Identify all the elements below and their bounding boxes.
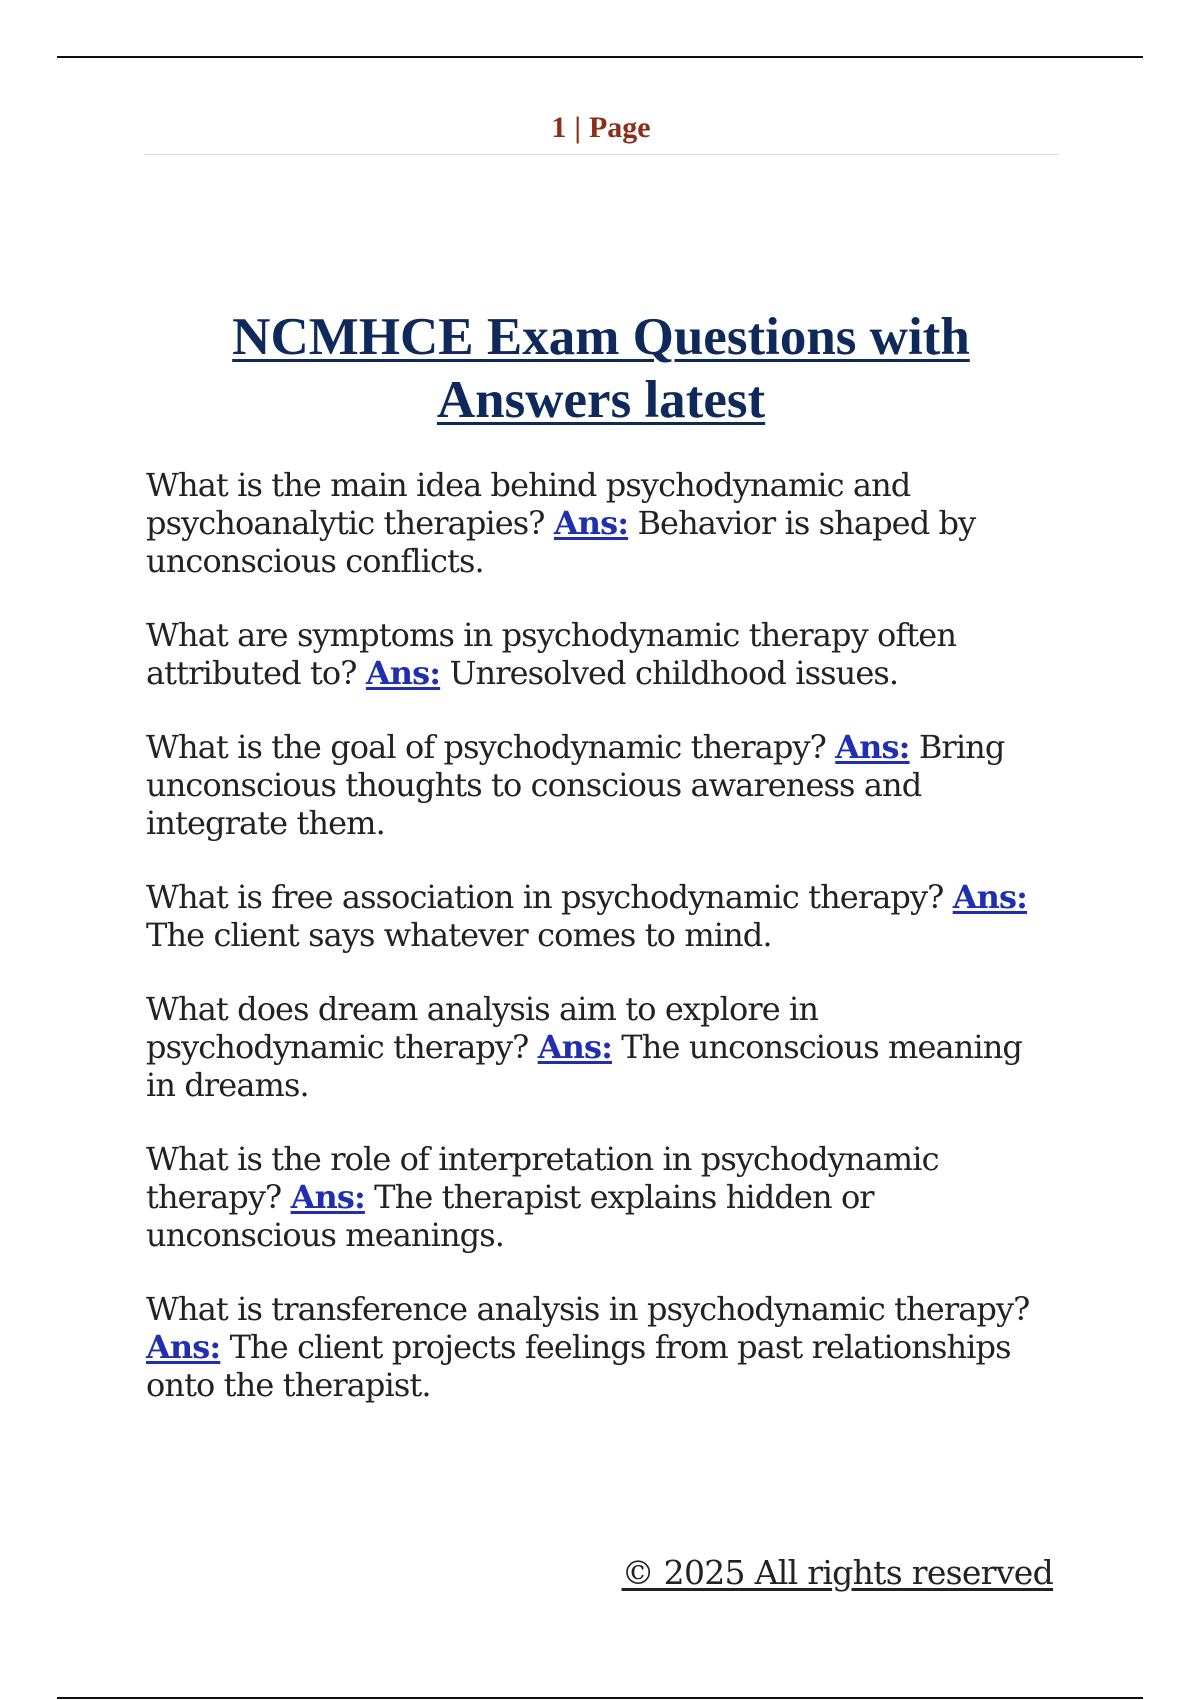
qa-item-6 <box>146 1140 1076 1254</box>
top-rule <box>57 56 1143 58</box>
page-header-separator: | <box>574 111 581 144</box>
document-title <box>144 306 1058 432</box>
question-text: What is the goal of psychodynamic therapy? <box>146 728 836 766</box>
document-title-line-2: Answers latest <box>436 371 766 429</box>
qa-list <box>146 466 1076 1440</box>
answer-text: The therapist explains hidden or unconscious meanings. <box>146 1178 874 1254</box>
answer-text: Bring unconscious thoughts to conscious awareness and integrate them. <box>146 728 1005 842</box>
qa-item-5 <box>146 990 1076 1104</box>
question-text: What is free association in psychodynamic therapy? <box>146 878 953 916</box>
qa-item-1 <box>146 466 1076 580</box>
answer-link[interactable]: Ans: <box>146 1328 221 1366</box>
answer-link[interactable]: Ans: <box>835 728 910 766</box>
answer-text: Behavior is shaped by unconscious conflicts. <box>146 504 976 580</box>
document-title-line-1: NCMHCE Exam Questions with <box>232 308 970 366</box>
answer-link[interactable]: Ans: <box>553 504 629 542</box>
answer-link[interactable]: Ans: <box>537 1028 613 1066</box>
question-text: What is transference analysis in psychodynamic therapy? <box>146 1290 1030 1328</box>
answer-text: The client projects feelings from past relationships onto the therapist. <box>146 1328 1011 1404</box>
page-number: 1 <box>551 111 567 144</box>
answer-text: The unconscious meaning in dreams. <box>146 1028 1023 1104</box>
bottom-rule <box>57 1697 1143 1699</box>
page-header <box>144 104 1058 155</box>
qa-item-4 <box>146 878 1076 954</box>
question-text: What are symptoms in psychodynamic therapy often attributed to? <box>146 616 957 692</box>
question-text: What is the role of interpretation in psychodynamic therapy? <box>146 1140 939 1216</box>
answer-link[interactable]: Ans: <box>952 878 1028 916</box>
question-text: What does dream analysis aim to explore in psychodynamic therapy? <box>146 990 819 1066</box>
qa-item-3 <box>146 728 1076 842</box>
answer-link[interactable]: Ans: <box>290 1178 365 1216</box>
qa-item-2 <box>146 616 1076 692</box>
answer-link[interactable]: Ans: <box>365 654 441 692</box>
qa-item-7 <box>146 1290 1076 1404</box>
answer-text: Unresolved childhood issues. <box>440 654 899 692</box>
question-text: What is the main idea behind psychodynamic and psychoanalytic therapies? <box>146 466 911 542</box>
page-label: Page <box>588 111 651 144</box>
copyright-footer: © 2025 All rights reserved <box>621 1553 1053 1592</box>
answer-text: The client says whatever comes to mind. <box>146 916 772 954</box>
